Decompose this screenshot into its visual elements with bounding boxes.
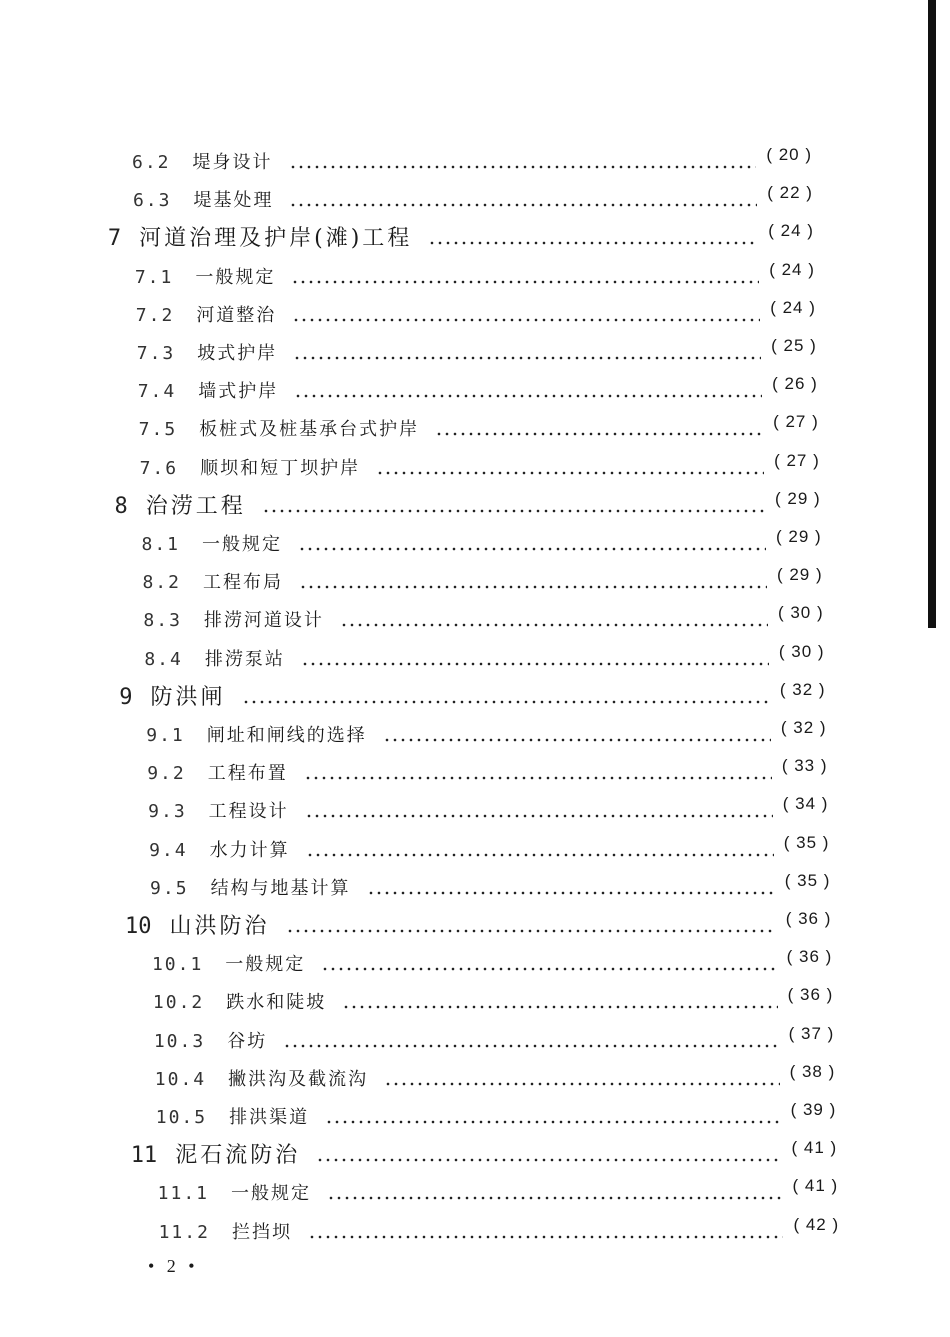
dot-leader	[340, 623, 768, 627]
toc-title: 防洪闸	[150, 684, 226, 710]
toc-number: 7.5	[138, 419, 178, 441]
toc-entry[interactable]	[135, 255, 815, 289]
toc-number: 7	[107, 226, 122, 252]
toc-number: 6.3	[132, 190, 172, 212]
page-edge-bar	[928, 0, 936, 628]
toc-title: 水力计算	[209, 839, 290, 861]
toc-page: ( 34 )	[782, 794, 829, 814]
toc-entry[interactable]	[149, 828, 829, 862]
toc-page: ( 42 )	[793, 1214, 840, 1234]
toc-page: ( 41 )	[791, 1138, 838, 1158]
dot-leader	[321, 967, 776, 971]
dot-leader	[299, 585, 767, 589]
toc-title: 一般规定	[195, 266, 276, 288]
toc-entry[interactable]	[137, 331, 817, 365]
dot-leader	[291, 280, 759, 284]
dot-leader	[376, 471, 764, 475]
toc-number: 7.2	[135, 304, 175, 326]
toc-page: ( 30 )	[777, 603, 824, 623]
toc-entry[interactable]	[147, 751, 827, 785]
toc-page: ( 29 )	[776, 527, 822, 546]
dot-leader	[384, 1082, 779, 1086]
toc-entry[interactable]	[148, 789, 828, 823]
toc-title: 板桩式及桩基承台式护岸	[199, 419, 420, 441]
dot-leader	[298, 547, 766, 551]
toc-number: 7.3	[136, 343, 176, 364]
toc-number: 8.4	[144, 648, 183, 670]
toc-number: 9.5	[150, 877, 189, 899]
toc-page: ( 20 )	[766, 145, 812, 164]
toc-page: ( 33 )	[781, 756, 828, 776]
toc-title: 排洪渠道	[229, 1107, 310, 1128]
toc-page: ( 37 )	[788, 1023, 835, 1043]
toc-number: 8	[114, 493, 128, 519]
dot-leader	[286, 929, 776, 933]
toc-entry[interactable]	[142, 560, 822, 594]
toc-title: 工程设计	[208, 801, 289, 823]
toc-number: 11.2	[158, 1221, 210, 1243]
toc-number: 7.6	[139, 457, 179, 479]
toc-title: 墙式护岸	[198, 381, 279, 403]
dot-leader	[316, 1158, 781, 1162]
dot-leader	[304, 776, 772, 780]
dot-leader	[294, 394, 762, 398]
toc-title: 顺坝和短丁坝护岸	[200, 457, 361, 479]
toc-page: ( 32 )	[779, 679, 826, 699]
dot-leader	[262, 509, 765, 513]
toc-page: ( 22 )	[767, 183, 813, 203]
dot-leader	[428, 241, 758, 245]
toc-entry[interactable]	[139, 407, 819, 441]
toc-number: 9.2	[147, 763, 186, 785]
toc-title: 山洪防治	[169, 914, 270, 939]
dot-leader	[308, 1235, 784, 1239]
toc-page: ( 35 )	[784, 870, 831, 890]
toc-page: ( 27 )	[774, 450, 820, 470]
toc-entry[interactable]	[154, 1019, 834, 1053]
toc-entry[interactable]	[133, 178, 813, 212]
dot-leader	[342, 1005, 777, 1009]
toc-entry[interactable]	[159, 1210, 840, 1244]
toc-number: 9.3	[148, 801, 187, 823]
page-number: • 2 •	[148, 1256, 199, 1276]
toc-entry[interactable]	[156, 1095, 837, 1129]
toc-entry[interactable]	[136, 293, 816, 327]
toc-title: 堤基处理	[193, 190, 274, 212]
dot-leader	[242, 700, 770, 704]
toc-page: ( 29 )	[775, 488, 821, 508]
dot-leader	[306, 853, 774, 857]
dot-leader	[292, 318, 760, 322]
toc-entry[interactable]	[146, 713, 826, 747]
dot-leader	[283, 1044, 778, 1048]
dot-leader	[367, 891, 775, 895]
toc-page: ( 24 )	[769, 259, 815, 279]
toc-page: ( 29 )	[776, 565, 823, 585]
dot-leader	[301, 662, 769, 666]
toc-title: 结构与地基计算	[210, 877, 351, 899]
toc-page: ( 24 )	[768, 221, 814, 241]
dot-leader	[327, 1196, 782, 1200]
dot-leader	[289, 165, 757, 169]
dot-leader	[435, 432, 763, 436]
toc-entry[interactable]	[144, 637, 824, 671]
toc-page: ( 26 )	[772, 374, 818, 394]
toc-page: ( 32 )	[780, 718, 827, 737]
toc-entry[interactable]	[152, 942, 832, 976]
toc-title: 跌水和陡坡	[226, 992, 327, 1014]
toc-title: 闸址和闸线的选择	[206, 725, 367, 746]
toc-number: 10.1	[151, 954, 204, 976]
toc-number: 7.1	[134, 266, 174, 288]
toc-entry[interactable]	[158, 1171, 839, 1205]
toc-entry[interactable]	[155, 1057, 835, 1091]
toc-title: 排涝泵站	[204, 648, 285, 670]
toc-entry[interactable]	[115, 484, 821, 518]
toc-page: ( 25 )	[771, 336, 817, 355]
toc-entry[interactable]	[142, 522, 822, 556]
dot-leader	[289, 203, 757, 207]
toc-entry[interactable]	[131, 1133, 838, 1167]
toc-title: 撇洪沟及截流沟	[228, 1068, 369, 1090]
toc-title: 一般规定	[202, 534, 283, 555]
toc-number: 8.1	[141, 534, 181, 555]
toc-entry[interactable]	[143, 598, 823, 632]
toc-number: 10.2	[152, 992, 205, 1014]
toc-entry[interactable]	[153, 980, 833, 1014]
toc-page: ( 36 )	[787, 985, 834, 1005]
toc-page: ( 36 )	[785, 909, 832, 928]
toc-title: 拦挡坝	[231, 1221, 292, 1243]
toc-number: 10.4	[154, 1068, 207, 1090]
toc-title: 河道整治	[196, 304, 277, 326]
toc-number: 10.5	[155, 1107, 208, 1128]
toc-number: 9	[119, 684, 133, 710]
toc-page: ( 35 )	[783, 832, 830, 852]
toc-number: 10.3	[153, 1030, 206, 1052]
toc-number: 9.4	[149, 839, 188, 861]
dot-leader	[305, 814, 773, 818]
toc-page: ( 36 )	[786, 947, 833, 967]
toc-number: 6.2	[132, 152, 171, 173]
toc-title: 工程布置	[207, 763, 288, 785]
toc-entry[interactable]	[119, 675, 825, 709]
toc-title: 工程布局	[202, 572, 283, 594]
toc-number: 8.2	[142, 572, 181, 594]
toc-number: 9.1	[146, 725, 185, 746]
dot-leader	[325, 1120, 780, 1124]
toc-title: 泥石流防治	[175, 1143, 301, 1169]
toc-page: ( 27 )	[773, 412, 819, 432]
toc-title: 排涝河道设计	[203, 610, 324, 632]
toc-page: ( 38 )	[789, 1061, 836, 1081]
toc-title: 河道治理及护岸(滩)工程	[139, 226, 413, 252]
toc-title: 谷坊	[227, 1030, 268, 1052]
toc-page: ( 41 )	[792, 1176, 839, 1196]
toc-number: 7.4	[137, 381, 177, 403]
toc-number: 11.1	[157, 1183, 209, 1205]
toc-title: 坡式护岸	[197, 343, 278, 364]
toc-title: 堤身设计	[192, 152, 273, 173]
toc-entry[interactable]	[150, 866, 830, 900]
dot-leader	[383, 738, 771, 742]
toc-entry[interactable]	[108, 216, 814, 250]
toc-entry[interactable]	[132, 140, 812, 174]
toc-entry[interactable]	[138, 369, 818, 403]
toc-page: ( 39 )	[790, 1100, 837, 1119]
toc-page: ( 24 )	[770, 297, 816, 317]
toc-entry[interactable]	[125, 904, 831, 938]
toc-entry[interactable]	[140, 446, 820, 480]
dot-leader	[293, 356, 761, 360]
toc-page: ( 30 )	[778, 641, 825, 661]
toc-title: 一般规定	[231, 1183, 311, 1205]
toc-number: 10	[125, 914, 152, 939]
toc-number: 11	[130, 1143, 158, 1169]
toc-title: 治涝工程	[145, 493, 246, 519]
toc-number: 8.3	[143, 610, 182, 632]
toc-title: 一般规定	[225, 954, 306, 976]
